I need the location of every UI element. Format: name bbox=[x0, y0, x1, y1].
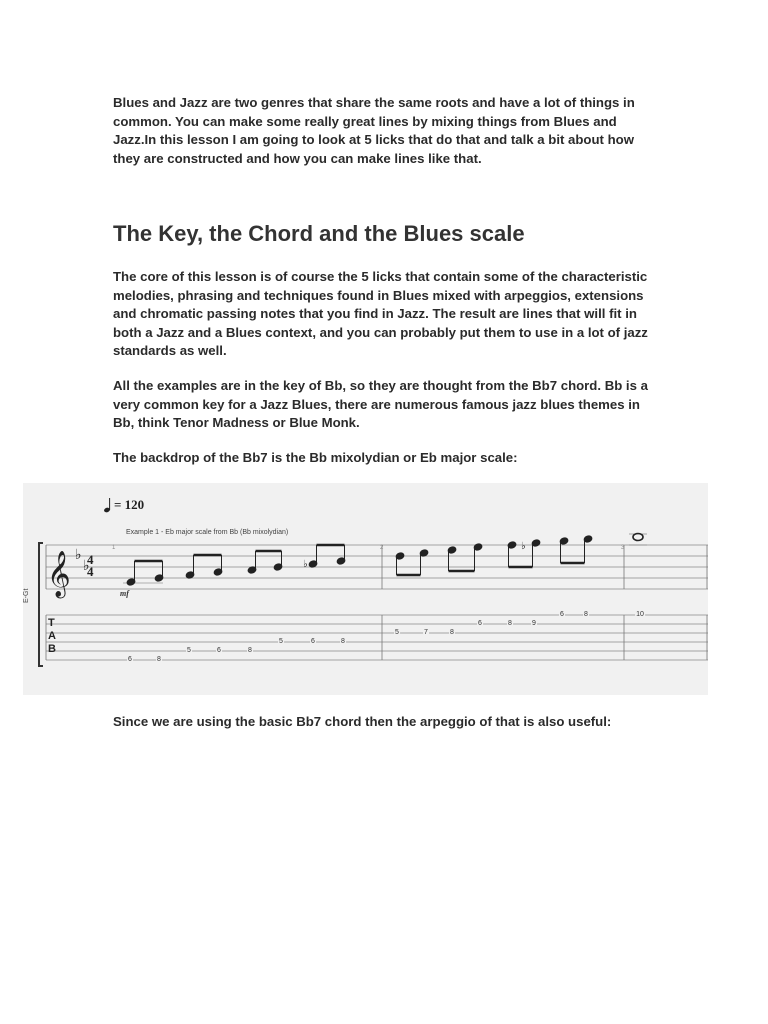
measure-1-notes bbox=[123, 545, 346, 586]
tab-fret-number: 5 bbox=[279, 638, 283, 645]
backdrop-paragraph: The backdrop of the Bb7 is the Bb mixolydian or Eb major scale: bbox=[113, 450, 518, 465]
dynamic-marking: mf bbox=[120, 589, 129, 598]
bar-number: 3 bbox=[621, 545, 625, 551]
tab-fret-number: 8 bbox=[508, 620, 512, 627]
tab-letter: A bbox=[48, 630, 56, 642]
tab-fret-number: 8 bbox=[157, 656, 161, 663]
tab-fret-number: 6 bbox=[478, 620, 482, 627]
bar-number: 1 bbox=[112, 545, 116, 551]
flat-icon: ♭ bbox=[75, 547, 82, 563]
key-paragraph: All the examples are in the key of Bb, so they are thought from the Bb7 chord. Bb is a very common key for a Jazz Blues, there are numerous famous jazz blues themes in Bb, think Tenor Madness or Blue Monk. bbox=[113, 378, 648, 430]
core-paragraph: The core of this lesson is of course the 5 licks that contain some of the characteristic melodies, phrasing and techniques found in Blues mixed with arpeggios, extensions and chromatic passing notes that you find in Jazz. The result are lines that will fit in both a Jazz and a Blues context, and you can probably put them to use in a lot of jazz standards as well. bbox=[113, 269, 648, 358]
track-label: E-Gt bbox=[23, 588, 30, 603]
tab-fret-number: 8 bbox=[341, 638, 345, 645]
tab-letter: T bbox=[48, 617, 55, 629]
example-title: Example 1 - Eb major scale from Bb (Bb mixolydian) bbox=[126, 529, 289, 536]
tab-fret-number: 5 bbox=[395, 629, 399, 636]
tab-fret-number: 6 bbox=[560, 611, 564, 618]
arpeggio-paragraph: Since we are using the basic Bb7 chord then the arpeggio of that is also useful: bbox=[113, 714, 612, 729]
tab-fret-number: 8 bbox=[248, 647, 252, 654]
tab-fret-number: 7 bbox=[424, 629, 428, 636]
tab-fret-number: 6 bbox=[311, 638, 315, 645]
tab-lines bbox=[46, 615, 708, 660]
tab-fret-number: 6 bbox=[217, 647, 221, 654]
tab-fret-number: 8 bbox=[450, 629, 454, 636]
bar-number: 2 bbox=[380, 545, 384, 551]
section-heading: The Key, the Chord and the Blues scale bbox=[113, 221, 525, 246]
tab-fret-number: 5 bbox=[187, 647, 191, 654]
system-bracket bbox=[39, 543, 43, 666]
tab-fret-number: 6 bbox=[128, 656, 132, 663]
measure-3-whole-note bbox=[629, 534, 647, 546]
tab-fret-number: 9 bbox=[532, 620, 536, 627]
flat-icon: ♭ bbox=[303, 559, 308, 570]
tab-letter: B bbox=[48, 643, 56, 655]
treble-clef-icon: 𝄞 bbox=[47, 551, 71, 597]
score-figure bbox=[23, 483, 708, 695]
time-signature-top: 4 bbox=[87, 552, 94, 567]
tab-fret-number: 10 bbox=[636, 611, 644, 618]
flat-icon: ♭ bbox=[521, 541, 526, 552]
time-signature-bottom: 4 bbox=[87, 564, 94, 579]
measure-2-notes bbox=[395, 535, 593, 575]
flat-icon: ♭ bbox=[83, 558, 90, 574]
tab-fret-number: 8 bbox=[584, 611, 588, 618]
staff-lines bbox=[46, 545, 708, 589]
intro-paragraph: Blues and Jazz are two genres that share the same roots and have a lot of things in common. You can make some really great lines by mixing things from Blues and Jazz.In this lesson I am going to look at 5 licks that do that and talk a bit about how they are constructed and how you can make lines like that. bbox=[113, 95, 635, 166]
tempo-marking: = 120 bbox=[114, 497, 145, 512]
